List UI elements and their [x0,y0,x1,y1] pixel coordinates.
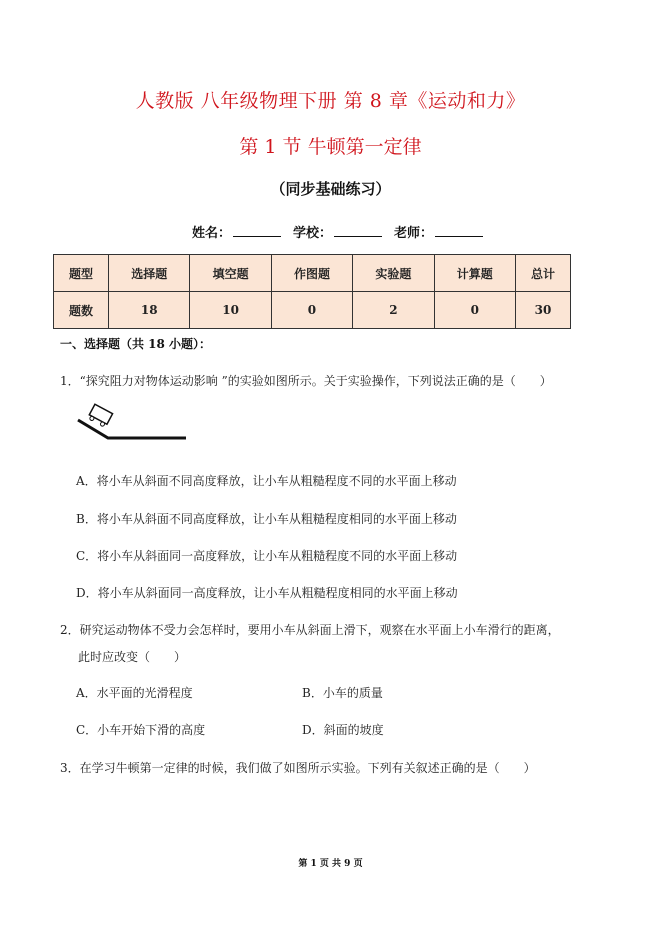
incline-ramp [78,420,186,438]
incline-cart-diagram [76,402,190,444]
q2-option-c: C．小车开始下滑的高度 [76,723,206,737]
table-header-row [54,255,571,292]
question-1: 1．“探究阻力对物体运动影响 ”的实验如图所示。关于实验操作，下列说法正确的是（ ） [60,374,552,388]
table-cell: 填空题 [190,255,271,292]
question-2-continuation: 此时应改变（ ） [78,650,187,664]
table-cell: 选择题 [109,255,190,292]
exercise-subtitle: （同步基础练习） [270,180,391,198]
section-heading: 一、选择题（共 18 小题）： [60,337,212,351]
cart-icon [87,404,112,428]
table-cell: 总计 [515,255,570,292]
question-summary-table [53,254,571,329]
q2-option-d: D．斜面的坡度 [302,723,384,737]
q1-option-c: C．将小车从斜面同一高度释放，让小车从粗糙程度不同的水平面上移动 [76,549,458,563]
q2-option-b: B．小车的质量 [302,686,383,700]
question-2: 2．研究运动物体不受力会怎样时，要用小车从斜面上滑下，观察在水平面上小车滑行的距离， [60,623,560,637]
name-field: 姓名： [192,222,281,241]
question-3: 3．在学习牛顿第一定律的时候，我们做了如图所示实验。下列有关叙述正确的是（ ） [60,761,536,775]
document-title: 人教版 八年级物理下册 第 8 章《运动和力》 [135,90,526,112]
q1-option-a: A．将小车从斜面不同高度释放，让小车从粗糙程度不同的水平面上移动 [76,474,457,488]
student-info-line [192,222,483,241]
table-cell: 实验题 [353,255,434,292]
table-cell: 18 [109,292,190,329]
table-cell: 题型 [54,255,109,292]
q2-option-a: A．水平面的光滑程度 [76,686,193,700]
table-cell: 作图题 [271,255,352,292]
table-row [54,292,571,329]
table-cell: 题数 [54,292,109,329]
q1-option-d: D．将小车从斜面同一高度释放，让小车从粗糙程度相同的水平面上移动 [76,586,458,600]
section-title: 第 1 节 牛顿第一定律 [239,136,422,158]
table-cell: 0 [434,292,515,329]
table-cell: 2 [353,292,434,329]
teacher-field: 老师： [394,222,483,241]
school-field: 学校： [293,222,382,241]
table-cell: 计算题 [434,255,515,292]
q1-option-b: B．将小车从斜面不同高度释放，让小车从粗糙程度相同的水平面上移动 [76,512,457,526]
table-cell: 30 [515,292,570,329]
table-cell: 10 [190,292,271,329]
page-number: 第 1 页 共 9 页 [298,859,363,869]
table-cell: 0 [271,292,352,329]
